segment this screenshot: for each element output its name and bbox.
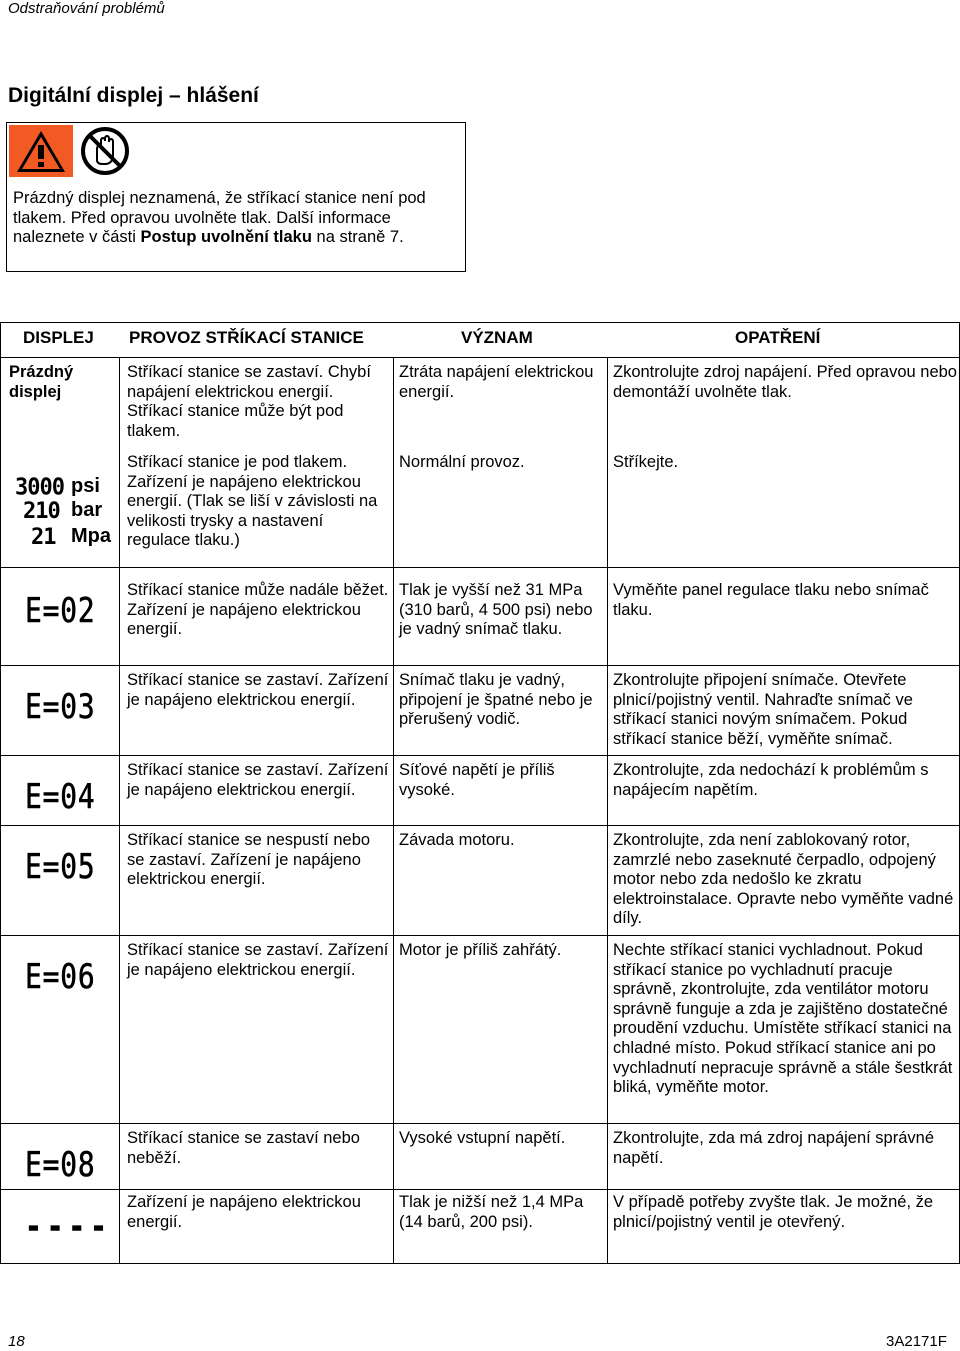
page-number: 18 xyxy=(8,1333,25,1350)
no-hand-icon xyxy=(73,125,137,177)
row-operation: Stříkací stanice se zastaví nebo neběží. xyxy=(127,1129,360,1167)
row-operation: Stříkací stanice je pod tlakem. Zařízení je napájeno elektrickou energií. (Tlak se liší v závislosti na velikosti trysky a nastavení regulace tlaku.) xyxy=(127,453,378,550)
row-meaning: Síťové napětí je příliš vysoké. xyxy=(399,761,555,799)
display-value-bar: 210 xyxy=(23,499,60,524)
row-action: Zkontrolujte, zda nedochází k problémům s napájecím napětím. xyxy=(613,761,929,799)
row-operation: Stříkací stanice se zastaví. Zařízení je napájeno elektrickou energií. xyxy=(127,761,389,799)
display-blank: Prázdný displej xyxy=(9,363,74,401)
page-title: Digitální displej – hlášení xyxy=(8,84,259,107)
error-code-e08: E=08 xyxy=(25,1145,96,1185)
warning-box xyxy=(6,122,466,272)
row-operation: Stříkací stanice se zastaví. Chybí napájení elektrickou energií. Stříkací stanice může být pod tlakem. xyxy=(127,363,371,440)
row-meaning: Ztráta napájení elektrickou energií. xyxy=(399,363,594,401)
row-action: Vyměňte panel regulace tlaku nebo snímač tlaku. xyxy=(613,581,929,619)
row-action: Zkontrolujte připojení snímače. Otevřete plnicí/pojistný ventil. Nahraďte snímač ve stříkací stanici novým snímačem. Pokud stříkací stanice běží, vyměňte snímač. xyxy=(613,671,913,748)
row-meaning: Motor je příliš zahřátý. xyxy=(399,941,562,959)
row-action: V případě potřeby zvyšte tlak. Je možné, že plnicí/pojistný ventil je otevřený. xyxy=(613,1193,934,1231)
warning-icons xyxy=(9,125,137,177)
row-action: Nechte stříkací stanici vychladnout. Pokud stříkací stanice po vychladnutí pracuje správně, zkontrolujte, zda ventilátor motoru správně funguje a zda je zajištěno dostatečné proudění vzduchu. Umístěte stříkací stanici na chladné místo. Pokud stříkací stanice ani po vychladnutí nepracuje správně a stále šestkrát bliká, vyměňte motor. xyxy=(613,941,953,1097)
warning-triangle-icon xyxy=(9,125,73,177)
row-operation: Stříkací stanice se nespustí nebo se zastaví. Zařízení je napájeno elektrickou energií. xyxy=(127,831,371,889)
row-meaning: Tlak je vyšší než 31 MPa (310 barů, 4 500 psi) nebo je vadný snímač tlaku. xyxy=(399,581,593,639)
row-operation: Stříkací stanice může nadále běžet. Zařízení je napájeno elektrickou energií. xyxy=(127,581,389,639)
row-meaning: Tlak je nižší než 1,4 MPa (14 barů, 200 psi). xyxy=(399,1193,584,1231)
row-meaning: Snímač tlaku je vadný, připojení je špatné nebo je přerušený vodič. xyxy=(399,671,593,729)
display-unit-mpa: Mpa xyxy=(71,525,111,547)
display-unit-bar: bar xyxy=(71,499,103,521)
error-code-e02: E=02 xyxy=(25,591,96,631)
display-value-psi: 3000 xyxy=(15,474,64,501)
row-operation: Stříkací stanice se zastaví. Zařízení je napájeno elektrickou energií. xyxy=(127,671,389,709)
row-meaning: Normální provoz. xyxy=(399,453,525,471)
error-code-e04: E=04 xyxy=(25,777,96,817)
section-header: Odstraňování problémů xyxy=(8,0,165,17)
error-code-e03: E=03 xyxy=(25,687,96,727)
row-operation: Stříkací stanice se zastaví. Zařízení je napájeno elektrickou energií. xyxy=(127,941,389,979)
header-meaning: VÝZNAM xyxy=(461,328,533,347)
row-action: Zkontrolujte, zda není zablokovaný rotor, zamrzlé nebo zaseknuté čerpadlo, odpojený motor nebo zda nedošlo ke zkratu elektroinstalace. Opravte nebo vyměňte vadné díly. xyxy=(613,831,954,928)
row-meaning: Závada motoru. xyxy=(399,831,515,849)
row-action: Zkontrolujte zdroj napájení. Před opravou nebo demontáží uvolněte tlak. xyxy=(613,363,957,401)
document-code: 3A2171F xyxy=(886,1333,947,1350)
display-unit-psi: psi xyxy=(71,475,100,497)
display-value-mpa: 21 xyxy=(31,525,56,550)
row-action: Stříkejte. xyxy=(613,453,679,471)
error-table xyxy=(0,322,960,1264)
row-action: Zkontrolujte, zda má zdroj napájení správné napětí. xyxy=(613,1129,935,1167)
row-operation: Zařízení je napájeno elektrickou energií. xyxy=(127,1193,361,1231)
header-display: DISPLEJ xyxy=(23,328,94,347)
display-dashes: ---- xyxy=(25,1207,112,1247)
error-code-e06: E=06 xyxy=(25,957,96,997)
pressure-display xyxy=(15,475,115,559)
header-operation: PROVOZ STŘÍKACÍ STANICE xyxy=(129,328,364,347)
header-action: OPATŘENÍ xyxy=(735,328,821,347)
error-code-e05: E=05 xyxy=(25,847,96,887)
row-meaning: Vysoké vstupní napětí. xyxy=(399,1129,566,1147)
warning-text: Prázdný displej neznamená, že stříkací stanice není pod tlakem. Před opravou uvolněte tlak. Další informace naleznete v části Postup uvolnění tlaku na straně 7. xyxy=(13,189,426,246)
